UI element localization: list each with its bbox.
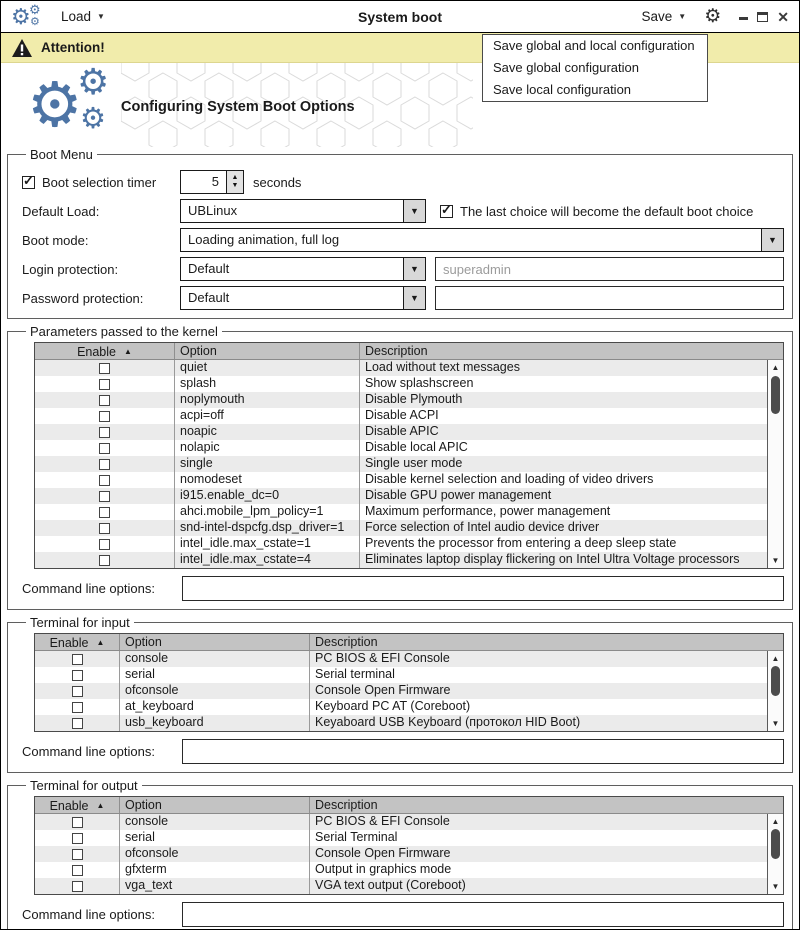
- kernel-cmdline-row: [22, 576, 784, 601]
- description-cell: Maximum performance, power management: [365, 504, 611, 518]
- table-row[interactable]: [35, 488, 767, 504]
- enable-checkbox[interactable]: [99, 379, 110, 390]
- column-header-enable[interactable]: Enable ▲: [35, 343, 175, 359]
- terminal-output-cmdline-row: [22, 902, 784, 927]
- spinner-arrows-icon[interactable]: ▲ ▼: [226, 171, 243, 193]
- menu-item-save-global[interactable]: Save global configuration: [493, 60, 639, 75]
- option-cell: i915.enable_dc=0: [175, 488, 360, 504]
- column-header-option[interactable]: Option: [175, 343, 360, 359]
- option-cell: nolapic: [175, 440, 360, 456]
- option-cell: console: [120, 814, 310, 830]
- chevron-down-icon[interactable]: ▼: [761, 229, 783, 251]
- boot-menu-legend: Boot Menu: [30, 147, 93, 162]
- enable-checkbox[interactable]: [99, 555, 110, 566]
- description-cell: Disable GPU power management: [365, 488, 552, 502]
- password-protection-select[interactable]: [180, 286, 426, 310]
- option-cell: single: [175, 456, 360, 472]
- page-title: Configuring System Boot Options: [121, 99, 355, 115]
- boot-mode-select[interactable]: [180, 228, 784, 252]
- scroll-up-icon[interactable]: ▲: [771, 363, 780, 372]
- save-menu-label: Save: [641, 9, 673, 24]
- load-menu-label: Load: [61, 9, 92, 24]
- enable-checkbox[interactable]: [99, 491, 110, 502]
- description-cell: Eliminates laptop display flickering on Intel Ultra Voltage processors: [365, 552, 740, 566]
- description-cell: Show splashscreen: [365, 376, 474, 390]
- column-header-description[interactable]: Description: [365, 344, 428, 358]
- kernel-cmdline-input[interactable]: [182, 576, 784, 601]
- option-cell: ahci.mobile_lpm_policy=1: [175, 504, 360, 520]
- table-body: [35, 814, 767, 894]
- enable-checkbox[interactable]: [72, 718, 83, 729]
- table-row[interactable]: [35, 472, 767, 488]
- table-header: [35, 634, 783, 651]
- description-cell: Load without text messages: [365, 360, 520, 374]
- description-cell: Prevents the processor from entering a deep sleep state: [365, 536, 677, 550]
- table-row[interactable]: [35, 440, 767, 456]
- kernel-params-table: [34, 342, 784, 569]
- option-cell: intel_idle.max_cstate=4: [175, 552, 360, 568]
- password-input[interactable]: [435, 286, 784, 310]
- enable-checkbox[interactable]: [72, 849, 83, 860]
- chevron-down-icon[interactable]: ▼: [403, 200, 425, 222]
- column-header-enable[interactable]: Enable ▲: [35, 797, 120, 813]
- enable-checkbox[interactable]: [99, 411, 110, 422]
- enable-checkbox[interactable]: [99, 363, 110, 374]
- table-row[interactable]: [35, 376, 767, 392]
- table-row[interactable]: [35, 667, 767, 683]
- boot-timer-checkbox[interactable]: [22, 176, 35, 189]
- boot-timer-label: Boot selection timer: [42, 174, 157, 190]
- option-cell: ofconsole: [120, 683, 310, 699]
- terminal-input-cmdline-input[interactable]: [182, 739, 784, 764]
- enable-checkbox[interactable]: [99, 395, 110, 406]
- table-header: [35, 343, 783, 360]
- timer-row: [22, 170, 784, 194]
- enable-checkbox[interactable]: [99, 523, 110, 534]
- table-row[interactable]: [35, 536, 767, 552]
- description-cell: Serial terminal: [315, 667, 395, 681]
- settings-gear-icon[interactable]: ⚙: [704, 6, 722, 27]
- password-protection-value: Default: [188, 290, 230, 305]
- scroll-thumb[interactable]: [771, 376, 780, 414]
- table-row[interactable]: [35, 392, 767, 408]
- boot-menu-group: [7, 147, 793, 319]
- option-cell: vga_text: [120, 878, 310, 894]
- terminal-input-legend: Terminal for input: [30, 615, 130, 630]
- timer-spinner[interactable]: [180, 170, 244, 194]
- kernel-params-group: [7, 324, 793, 610]
- title-bar: [1, 1, 799, 33]
- window-title: System boot: [357, 8, 442, 25]
- maximize-button[interactable]: [757, 12, 768, 22]
- scroll-down-icon[interactable]: ▼: [771, 556, 780, 565]
- last-choice-label: The last choice will become the default boot choice: [460, 203, 754, 219]
- terminal-input-group: [7, 615, 793, 773]
- enable-checkbox[interactable]: [99, 459, 110, 470]
- description-cell: VGA text output (Coreboot): [315, 878, 466, 892]
- enable-checkbox[interactable]: [99, 539, 110, 550]
- app-logo-gears: ⚙ ⚙ ⚙: [27, 63, 110, 140]
- option-cell: usb_keyboard: [120, 715, 310, 731]
- enable-checkbox[interactable]: [72, 702, 83, 713]
- login-protection-select[interactable]: [180, 257, 426, 281]
- enable-checkbox[interactable]: [72, 865, 83, 876]
- password-protection-label: Password protection:: [22, 290, 144, 306]
- option-cell: serial: [120, 830, 310, 846]
- option-cell: quiet: [175, 360, 360, 376]
- option-cell: nomodeset: [175, 472, 360, 488]
- app-gears-icon: ⚙ ⚙ ⚙: [11, 1, 41, 29]
- option-cell: noapic: [175, 424, 360, 440]
- table-body: [35, 651, 767, 731]
- warning-triangle-icon: [12, 39, 32, 57]
- chevron-down-icon[interactable]: ▼: [403, 258, 425, 280]
- kernel-params-legend: Parameters passed to the kernel: [30, 324, 218, 339]
- table-row[interactable]: [35, 878, 767, 894]
- default-load-row: [22, 199, 784, 223]
- column-header-enable[interactable]: Enable ▲: [35, 634, 120, 650]
- option-cell: at_keyboard: [120, 699, 310, 715]
- description-cell: Console Open Firmware: [315, 683, 451, 697]
- description-cell: Console Open Firmware: [315, 846, 451, 860]
- scroll-thumb[interactable]: [771, 666, 780, 696]
- terminal-output-group: [7, 778, 793, 930]
- table-row[interactable]: [35, 424, 767, 440]
- table-row[interactable]: [35, 504, 767, 520]
- chevron-down-icon: ▼: [678, 12, 687, 21]
- terminal-input-cmdline-row: [22, 739, 784, 764]
- option-cell: serial: [120, 667, 310, 683]
- boot-mode-label: Boot mode:: [22, 232, 89, 248]
- load-menu-button[interactable]: [61, 9, 105, 24]
- terminal-output-legend: Terminal for output: [30, 778, 138, 793]
- vertical-scrollbar[interactable]: [767, 360, 783, 568]
- close-button[interactable]: ✕: [777, 8, 789, 25]
- enable-checkbox[interactable]: [72, 670, 83, 681]
- save-dropdown-menu: [482, 34, 708, 102]
- default-load-value: UBLinux: [188, 203, 238, 218]
- chevron-down-icon[interactable]: ▼: [403, 287, 425, 309]
- sort-asc-icon: ▲: [124, 347, 132, 356]
- table-row[interactable]: [35, 715, 767, 731]
- table-header: [35, 797, 783, 814]
- enable-checkbox[interactable]: [72, 686, 83, 697]
- scroll-up-icon[interactable]: ▲: [771, 817, 780, 826]
- vertical-scrollbar[interactable]: [767, 814, 783, 894]
- column-header-option[interactable]: Option: [120, 634, 310, 650]
- scroll-down-icon[interactable]: ▼: [771, 882, 780, 891]
- menu-item-save-global-local[interactable]: Save global and local configuration: [493, 38, 695, 53]
- table-row[interactable]: [35, 814, 767, 830]
- boot-mode-value: Loading animation, full log: [188, 232, 340, 247]
- enable-checkbox[interactable]: [99, 475, 110, 486]
- sort-asc-icon: ▲: [96, 638, 105, 647]
- scroll-down-icon[interactable]: ▼: [771, 719, 780, 728]
- description-cell: PC BIOS & EFI Console: [315, 651, 450, 665]
- option-cell: console: [120, 651, 310, 667]
- cmdline-label: Command line options:: [22, 581, 155, 596]
- description-cell: Disable kernel selection and loading of video drivers: [365, 472, 654, 486]
- description-cell: Single user mode: [365, 456, 463, 470]
- table-row[interactable]: [35, 846, 767, 862]
- cmdline-label: Command line options:: [22, 907, 155, 922]
- default-load-select[interactable]: [180, 199, 426, 223]
- column-header-description[interactable]: Description: [315, 635, 378, 649]
- table-body: [35, 360, 767, 568]
- password-protection-row: [22, 286, 784, 310]
- enable-checkbox[interactable]: [72, 881, 83, 892]
- login-protection-label: Login protection:: [22, 261, 119, 277]
- sort-asc-icon: ▲: [96, 801, 105, 810]
- terminal-input-table: [34, 633, 784, 732]
- table-row[interactable]: [35, 683, 767, 699]
- description-cell: Disable ACPI: [365, 408, 439, 422]
- table-row[interactable]: [35, 520, 767, 536]
- login-protection-value: Default: [188, 261, 230, 276]
- enable-checkbox[interactable]: [72, 817, 83, 828]
- description-cell: Serial Terminal: [315, 830, 398, 844]
- description-cell: Output in graphics mode: [315, 862, 452, 876]
- option-cell: snd-intel-dspcfg.dsp_driver=1: [175, 520, 360, 536]
- option-cell: gfxterm: [120, 862, 310, 878]
- description-cell: Keyaboard USB Keyboard (протокол HID Boot): [315, 715, 581, 729]
- option-cell: splash: [175, 376, 360, 392]
- terminal-output-cmdline-input[interactable]: [182, 902, 784, 927]
- option-cell: noplymouth: [175, 392, 360, 408]
- enable-checkbox[interactable]: [72, 654, 83, 665]
- table-row[interactable]: [35, 408, 767, 424]
- table-row[interactable]: [35, 651, 767, 667]
- table-row[interactable]: [35, 699, 767, 715]
- cmdline-label: Command line options:: [22, 744, 155, 759]
- description-cell: Disable APIC: [365, 424, 439, 438]
- scroll-thumb[interactable]: [771, 829, 780, 859]
- option-cell: ofconsole: [120, 846, 310, 862]
- save-menu-button[interactable]: [642, 9, 687, 24]
- enable-checkbox[interactable]: [99, 443, 110, 454]
- chevron-down-icon: ▼: [97, 12, 105, 21]
- menu-item-save-local[interactable]: Save local configuration: [493, 82, 632, 97]
- table-row[interactable]: [35, 552, 767, 568]
- table-row[interactable]: [35, 830, 767, 846]
- description-cell: PC BIOS & EFI Console: [315, 814, 450, 828]
- default-load-label: Default Load:: [22, 203, 100, 219]
- table-row[interactable]: [35, 456, 767, 472]
- option-cell: acpi=off: [175, 408, 360, 424]
- timer-unit-label: seconds: [253, 174, 302, 190]
- enable-checkbox[interactable]: [72, 833, 83, 844]
- table-row[interactable]: [35, 862, 767, 878]
- login-protection-row: [22, 257, 784, 281]
- timer-value: 5: [211, 174, 219, 189]
- option-cell: intel_idle.max_cstate=1: [175, 536, 360, 552]
- boot-mode-row: [22, 228, 784, 252]
- attention-text: Attention!: [41, 40, 105, 55]
- description-cell: Keyboard PC AT (Coreboot): [315, 699, 471, 713]
- vertical-scrollbar[interactable]: [767, 651, 783, 731]
- login-input[interactable]: [435, 257, 784, 281]
- enable-checkbox[interactable]: [99, 507, 110, 518]
- description-cell: Disable local APIC: [365, 440, 468, 454]
- last-choice-checkbox[interactable]: [440, 205, 453, 218]
- column-header-option[interactable]: Option: [120, 797, 310, 813]
- table-row[interactable]: [35, 360, 767, 376]
- minimize-button[interactable]: [739, 17, 748, 20]
- enable-checkbox[interactable]: [99, 427, 110, 438]
- description-cell: Force selection of Intel audio device driver: [365, 520, 600, 534]
- terminal-output-table: [34, 796, 784, 895]
- column-header-description[interactable]: Description: [315, 798, 378, 812]
- description-cell: Disable Plymouth: [365, 392, 463, 406]
- scroll-up-icon[interactable]: ▲: [771, 654, 780, 663]
